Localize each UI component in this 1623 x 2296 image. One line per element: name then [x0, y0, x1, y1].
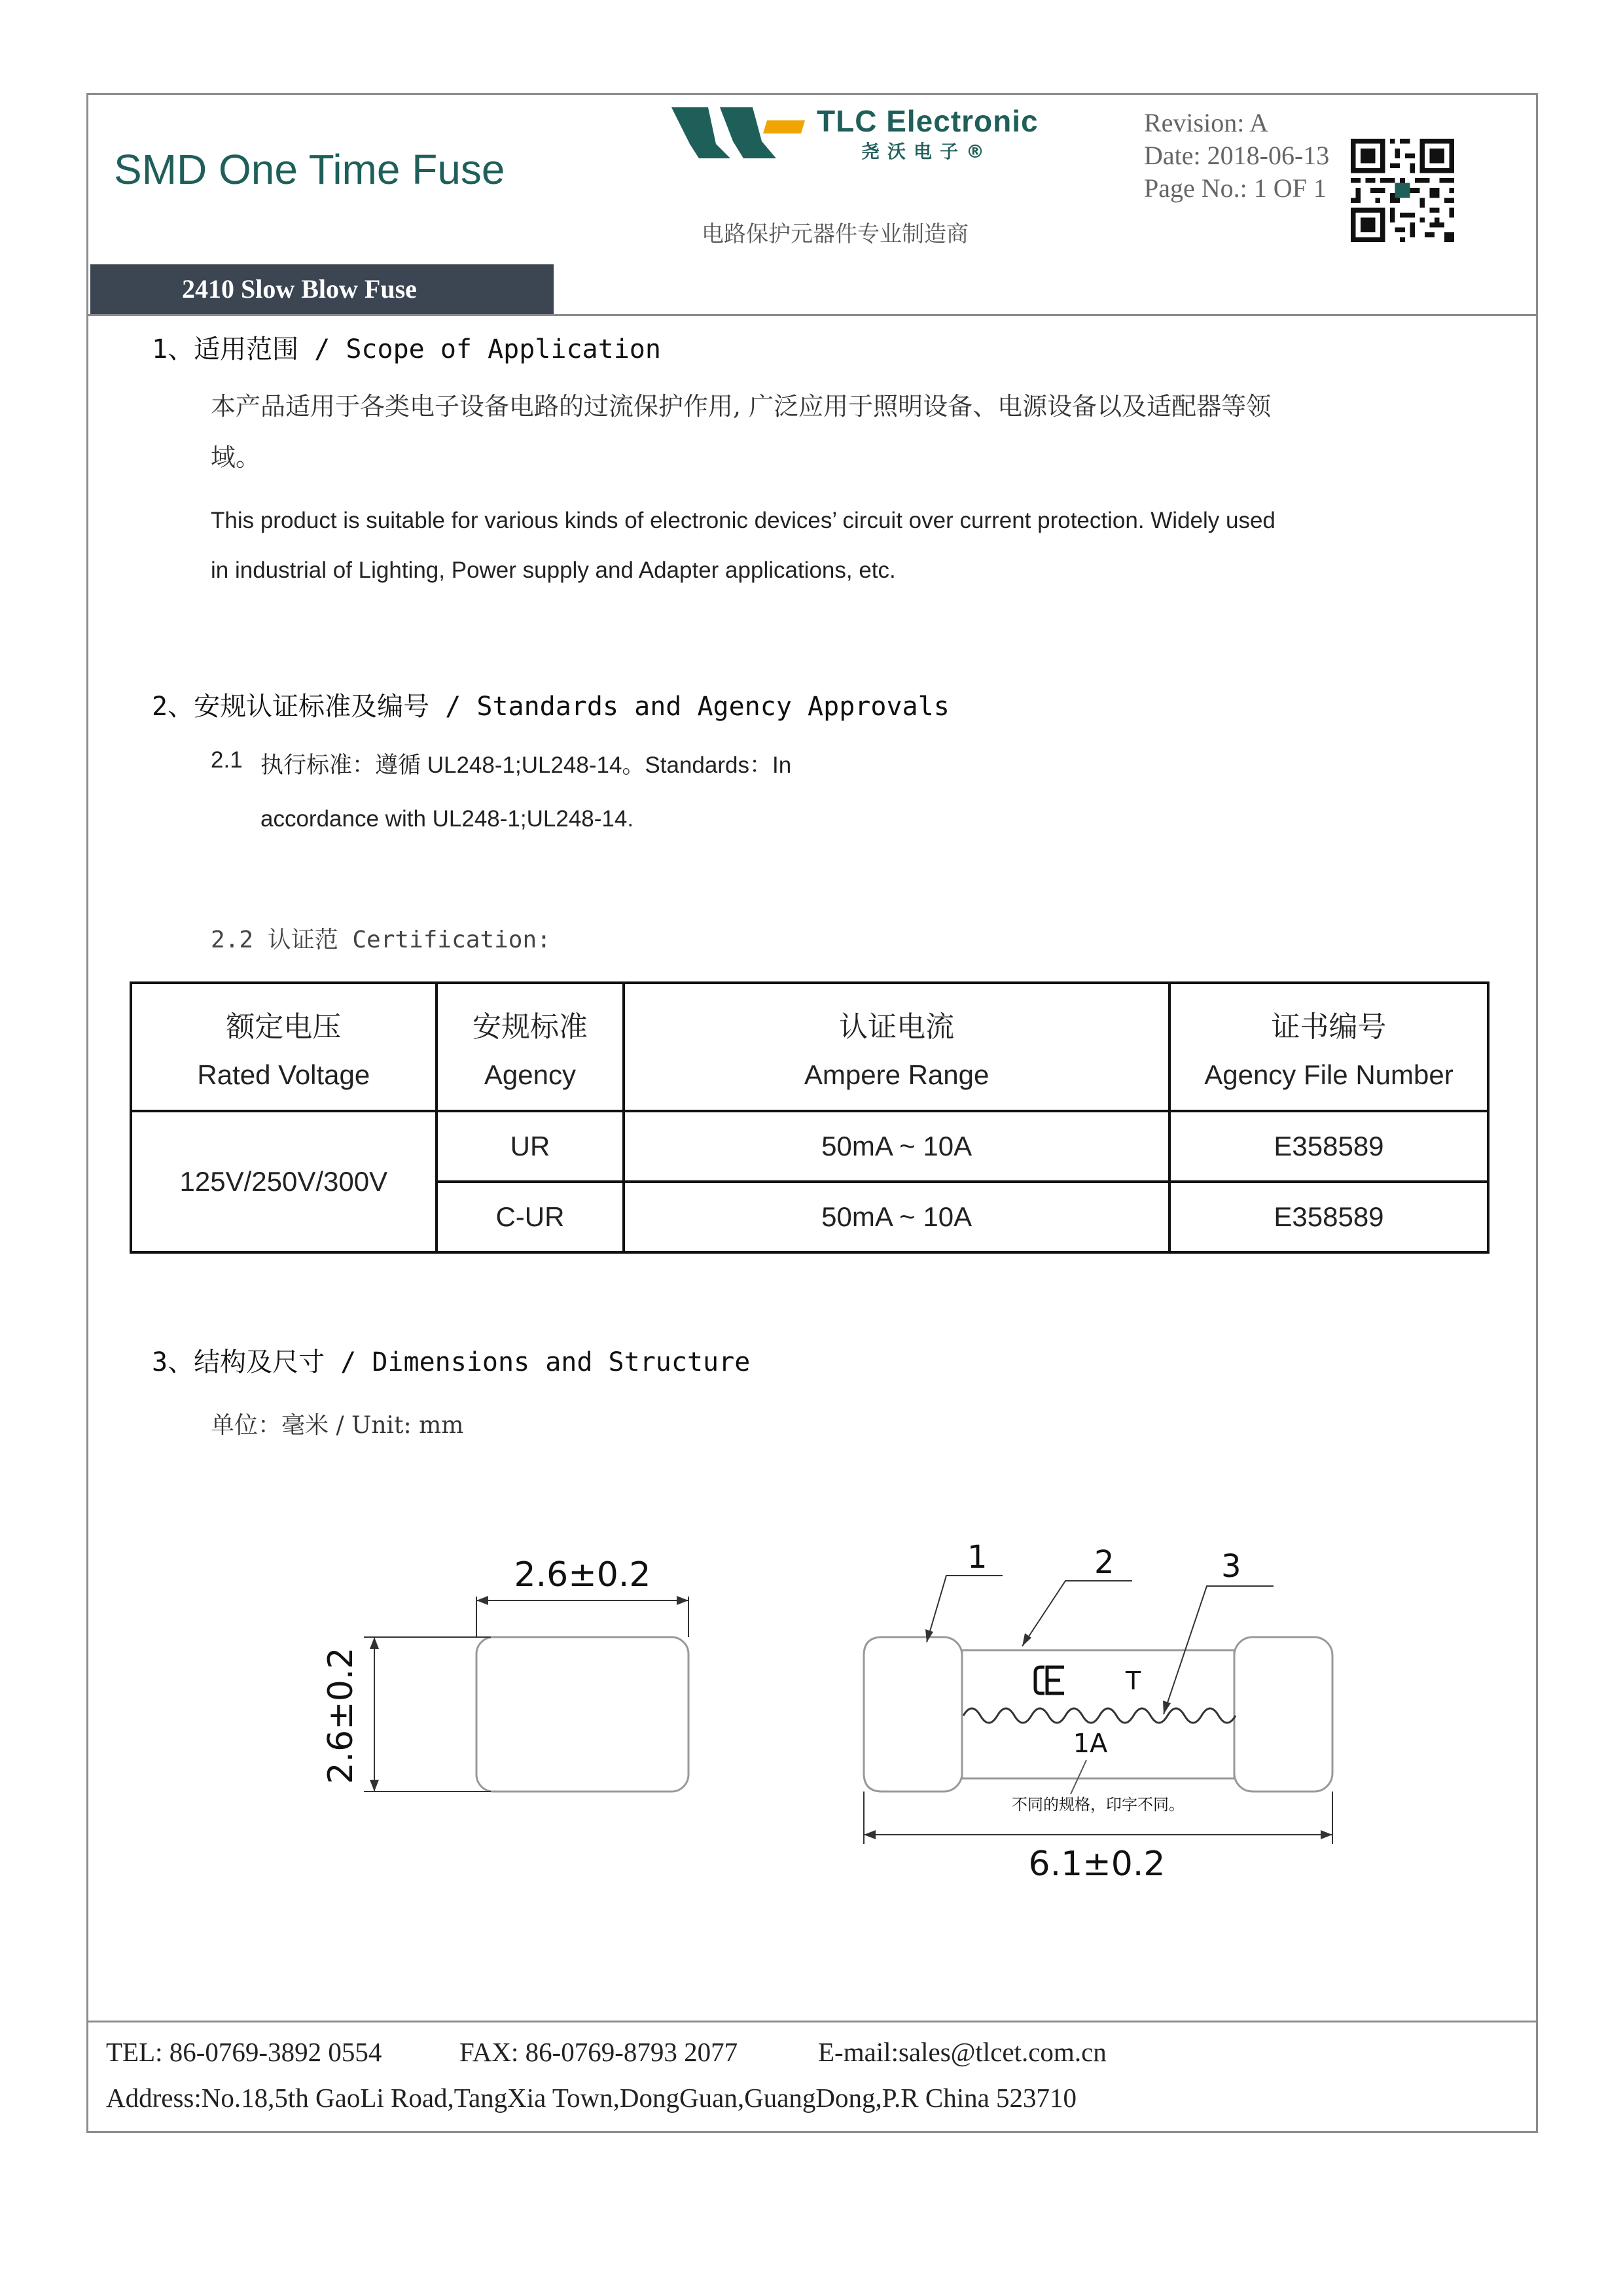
qr-code-icon	[1351, 139, 1454, 242]
range-cell: 50mA ~ 10A	[624, 1111, 1169, 1182]
dim-length-label: 6.1±0.2	[1028, 1845, 1166, 1884]
section1-heading: 1、适用范围 / Scope of Application	[152, 334, 661, 364]
callout-3: 3	[1221, 1548, 1241, 1585]
end-view-body	[476, 1637, 688, 1792]
end-view-diagram	[301, 1531, 707, 1806]
side-view-diagram	[851, 1525, 1348, 1891]
header-voltage-cn: 额定电压	[226, 1010, 342, 1044]
marking-rating: 1A	[1073, 1729, 1108, 1759]
section3-heading: 3、结构及尺寸 / Dimensions and Structure	[152, 1347, 751, 1377]
standards-item-number: 2.1	[211, 747, 243, 773]
footer-fax: FAX: 86-0769-8793 2077	[459, 2037, 738, 2067]
header-cell-agency	[437, 983, 624, 1111]
section1-text-en-1: This product is suitable for various kinds of electronic devices’ circuit over current protection. Widely used	[211, 508, 1275, 533]
unit-label: 单位：毫米 / Unit: mm	[211, 1412, 464, 1439]
header-cell-range	[624, 983, 1169, 1111]
dim-height-label: 2.6±0.2	[321, 1647, 361, 1784]
header-cell-file	[1169, 983, 1488, 1111]
table-header-row	[131, 983, 1488, 1111]
page-number: Page No.: 1 OF 1	[1144, 173, 1327, 203]
footer-tel: TEL: 86-0769-3892 0554	[106, 2037, 382, 2067]
section2-heading: 2、安规认证标准及编号 / Standards and Agency Approvals	[152, 692, 950, 722]
header-agency-en: Agency	[484, 1059, 577, 1090]
certification-label: 2.2 认证范 Certification:	[211, 927, 551, 953]
section1-text-cn-1: 本产品适用于各类电子设备电路的过流保护作用, 广泛应用于照明设备、电源设备以及适配器等领	[211, 392, 1272, 421]
header-divider	[86, 314, 1538, 316]
product-banner-text: 2410 Slow Blow Fuse	[182, 274, 417, 304]
table-row	[131, 1111, 1488, 1182]
fuse-tube	[962, 1650, 1234, 1778]
standards-line-1: 执行标准：遵循 UL248-1;UL248-14。Standards：In	[260, 752, 792, 778]
footer-divider	[86, 2021, 1538, 2022]
company-slogan: 电路保护元器件专业制造商	[702, 221, 969, 247]
header-file-en: Agency File Number	[1204, 1059, 1454, 1090]
brand-name-cn: 尧沃电子®	[861, 141, 993, 162]
header-voltage-en: Rated Voltage	[197, 1059, 370, 1090]
section1-text-cn-2: 域。	[211, 443, 261, 472]
header-file-cn: 证书编号	[1271, 1010, 1387, 1044]
date: Date: 2018-06-13	[1144, 141, 1330, 170]
header-agency-cn: 安规标准	[472, 1010, 588, 1044]
range-cell: 50mA ~ 10A	[624, 1182, 1169, 1252]
brand-name: TLC Electronic	[817, 104, 1039, 138]
standards-line-2: accordance with UL248-1;UL248-14.	[260, 806, 634, 832]
header-cell-voltage	[131, 983, 437, 1111]
footer-email: E-mail:sales@tlcet.com.cn	[818, 2037, 1107, 2067]
file-number-cell: E358589	[1169, 1182, 1488, 1252]
footer-address: Address:No.18,5th GaoLi Road,TangXia Town,DongGuan,GuangDong,P.R China 523710	[106, 2083, 1077, 2113]
marking-type: T	[1126, 1667, 1141, 1695]
end-cap-right	[1234, 1637, 1332, 1792]
document-title: SMD One Time Fuse	[114, 146, 505, 193]
section1-text-en-2: in industrial of Lighting, Power supply and Adapter applications, etc.	[211, 557, 896, 583]
product-banner	[90, 264, 554, 314]
certification-table	[130, 981, 1489, 1254]
agency-cell: UR	[437, 1111, 624, 1182]
tlc-logo-icon	[670, 103, 821, 161]
header-range-cn: 认证电流	[839, 1010, 955, 1044]
voltage-cell: 125V/250V/300V	[131, 1111, 437, 1252]
callout-2: 2	[1094, 1544, 1115, 1581]
marking-note: 不同的规格，印字不同。	[1012, 1795, 1185, 1814]
file-number-cell: E358589	[1169, 1111, 1488, 1182]
agency-cell: C-UR	[437, 1182, 624, 1252]
dim-width-label: 2.6±0.2	[514, 1555, 651, 1595]
header-range-en: Ampere Range	[804, 1059, 990, 1090]
callout-1: 1	[967, 1539, 988, 1576]
revision: Revision: A	[1144, 108, 1269, 137]
